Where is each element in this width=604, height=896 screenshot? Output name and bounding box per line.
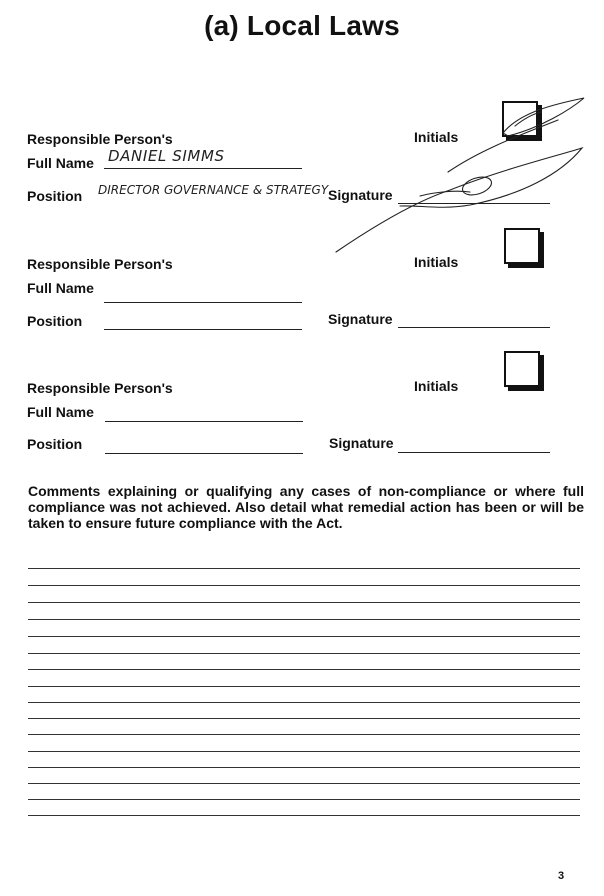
responsible-person-label: Responsible Person's (27, 256, 173, 272)
signature-line[interactable] (398, 327, 550, 328)
signature-line[interactable] (398, 452, 550, 453)
signature-stroke (420, 191, 470, 196)
comment-line[interactable] (28, 751, 580, 752)
responsible-person-label: Responsible Person's (27, 380, 173, 396)
full-name-label: Full Name (27, 404, 94, 420)
comment-line[interactable] (28, 815, 580, 816)
comment-line[interactable] (28, 686, 580, 687)
position-label: Position (27, 313, 83, 329)
comment-line[interactable] (28, 669, 580, 670)
comment-line[interactable] (28, 602, 580, 603)
signature-stroke (448, 120, 558, 172)
comment-line[interactable] (28, 568, 580, 569)
full-name-line[interactable] (105, 421, 303, 422)
signature-stroke (336, 148, 582, 252)
comment-line[interactable] (28, 585, 580, 586)
comment-line[interactable] (28, 702, 580, 703)
comment-line[interactable] (28, 734, 580, 735)
initials-scrawl (503, 98, 584, 136)
initials-label: Initials (414, 378, 459, 394)
handwritten-signature (0, 0, 604, 300)
initials-label: Initials (414, 254, 459, 270)
comment-line[interactable] (28, 718, 580, 719)
position-line[interactable] (104, 329, 302, 330)
comment-line[interactable] (28, 783, 580, 784)
full-name-value: DANIEL SIMMS (108, 147, 225, 165)
comments-instructions: Comments explaining or qualifying any cases of non-compliance or where full compliance was not achieved. Also detail what remedial action has been or will be taken to ensure future compliance with the Act. (28, 483, 584, 531)
signature-loop (460, 174, 493, 198)
comment-line[interactable] (28, 636, 580, 637)
full-name-label: Full Name (27, 155, 94, 171)
signature-label: Signature (328, 187, 393, 203)
position-value: DIRECTOR GOVERNANCE & STRATEGY (98, 183, 329, 197)
initials-box[interactable] (504, 351, 540, 387)
responsible-person-label: Responsible Person's (27, 131, 173, 147)
full-name-line[interactable] (104, 302, 302, 303)
comment-line[interactable] (28, 767, 580, 768)
position-line[interactable] (105, 453, 303, 454)
comment-line[interactable] (28, 653, 580, 654)
position-label: Position (27, 436, 83, 452)
position-label: Position (27, 188, 83, 204)
full-name-label: Full Name (27, 280, 94, 296)
page-number: 3 (558, 870, 565, 882)
signature-label: Signature (329, 435, 394, 451)
signature-label: Signature (328, 311, 393, 327)
comment-line[interactable] (28, 619, 580, 620)
comment-line[interactable] (28, 799, 580, 800)
page-title: (a) Local Laws (204, 10, 400, 41)
initials-label: Initials (414, 129, 459, 145)
